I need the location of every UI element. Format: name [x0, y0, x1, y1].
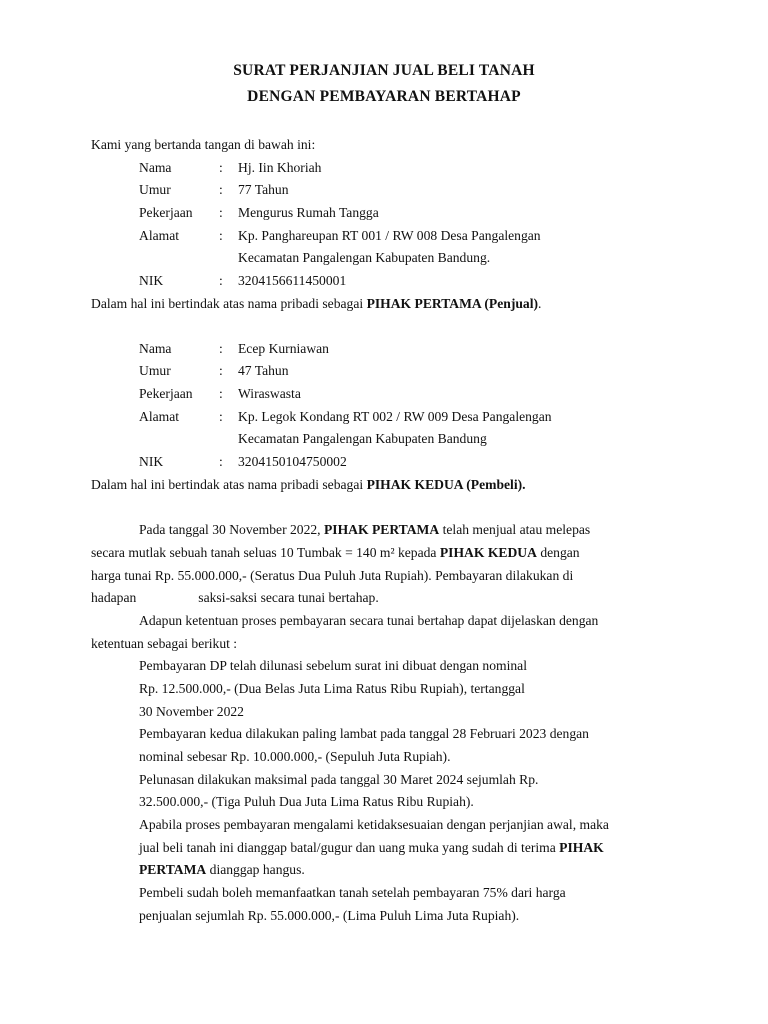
bold-text: PIHAK: [559, 840, 604, 855]
colon: :: [219, 386, 223, 401]
party1-name: Hj. Iin Khoriah: [238, 160, 322, 175]
document-title-line2: DENGAN PEMBAYARAN BERTAHAP: [247, 88, 521, 105]
party1-name-label: Nama: [139, 160, 172, 175]
text-span: telah menjual atau melepas: [442, 522, 591, 537]
party1-address-label: Alamat: [139, 228, 180, 243]
document-title-line1: SURAT PERJANJIAN JUAL BELI TANAH: [233, 62, 535, 79]
text-span: Pada tanggal 30 November 2022,: [139, 522, 321, 537]
party2-name-label: Nama: [139, 341, 172, 356]
term-line: Pembayaran kedua dilakukan paling lambat pada tanggal 28 Februari 2023 dengan: [139, 726, 589, 741]
party2-job: Wiraswasta: [238, 386, 301, 401]
party1-address-line1: Kp. Panghareupan RT 001 / RW 008 Desa Pangalengan: [238, 228, 541, 243]
party2-role: [91, 475, 526, 495]
party1-age-label: Umur: [139, 182, 171, 197]
colon: :: [219, 454, 223, 469]
party2-job-label: Pekerjaan: [139, 386, 193, 401]
party1-role-suffix: .: [538, 296, 542, 311]
term-line: nominal sebesar Rp. 10.000.000,- (Sepuluh Juta Rupiah).: [139, 749, 451, 764]
party2-address-line1: Kp. Legok Kondang RT 002 / RW 009 Desa Pangalengan: [238, 409, 552, 424]
party2-address-label: Alamat: [139, 409, 180, 424]
colon: :: [219, 228, 223, 243]
paragraph-line: [91, 543, 676, 563]
term-line: penjualan sejumlah Rp. 55.000.000,- (Lima Puluh Lima Juta Rupiah).: [139, 908, 520, 923]
party1-role-prefix: Dalam hal ini bertindak atas nama pribadi sebagai: [91, 296, 367, 311]
term-line: Pelunasan dilakukan maksimal pada tanggal 30 Maret 2024 sejumlah Rp.: [139, 772, 539, 787]
term-line: 32.500.000,- (Tiga Puluh Dua Juta Lima Ratus Ribu Rupiah).: [139, 794, 474, 809]
colon: :: [219, 160, 223, 175]
term-line: Apabila proses pembayaran mengalami ketidaksesuaian dengan perjanjian awal, maka: [139, 817, 609, 832]
colon: :: [219, 363, 223, 378]
party2-name: Ecep Kurniawan: [238, 341, 329, 356]
text-span: dianggap hangus.: [209, 862, 305, 877]
term-line: 30 November 2022: [139, 704, 244, 719]
bold-text: PERTAMA: [139, 862, 207, 877]
bold-text: PIHAK PERTAMA: [324, 522, 440, 537]
term-line: [139, 860, 305, 880]
text-span: saksi-saksi secara tunai bertahap.: [198, 590, 379, 605]
term-line: [139, 838, 676, 858]
party1-nik: 3204156611450001: [238, 273, 347, 288]
party2-role-prefix: Dalam hal ini bertindak atas nama pribadi sebagai: [91, 477, 367, 492]
paragraph-line: ketentuan sebagai berikut :: [91, 636, 238, 651]
term-line: Pembeli sudah boleh memanfaatkan tanah setelah pembayaran 75% dari harga: [139, 885, 566, 900]
paragraph-line: [91, 588, 379, 608]
colon: :: [219, 205, 223, 220]
paragraph-line: Adapun ketentuan proses pembayaran secara tunai bertahap dapat dijelaskan dengan: [139, 613, 599, 628]
party2-age-label: Umur: [139, 363, 171, 378]
term-line: Pembayaran DP telah dilunasi sebelum surat ini dibuat dengan nominal: [139, 658, 527, 673]
party2-role-bold: PIHAK KEDUA (Pembeli).: [366, 477, 526, 492]
paragraph-line: harga tunai Rp. 55.000.000,- (Seratus Dua Puluh Juta Rupiah). Pembayaran dilakukan di: [91, 568, 574, 583]
party1-address-line2: Kecamatan Pangalengan Kabupaten Bandung.: [238, 250, 491, 265]
party2-nik-label: NIK: [139, 454, 164, 469]
party1-age: 77 Tahun: [238, 182, 289, 197]
bold-text: PIHAK KEDUA: [439, 545, 537, 560]
party2-address-line2: Kecamatan Pangalengan Kabupaten Bandung: [238, 431, 487, 446]
party1-role: [91, 294, 541, 314]
party1-job-label: Pekerjaan: [139, 205, 193, 220]
colon: :: [219, 182, 223, 197]
colon: :: [219, 341, 223, 356]
term-line: Rp. 12.500.000,- (Dua Belas Juta Lima Ratus Ribu Rupiah), tertanggal: [139, 681, 525, 696]
party1-nik-label: NIK: [139, 273, 164, 288]
party1-job: Mengurus Rumah Tangga: [238, 205, 379, 220]
paragraph-line: [139, 520, 676, 540]
party2-nik: 3204150104750002: [238, 454, 347, 469]
party2-age: 47 Tahun: [238, 363, 289, 378]
party1-role-bold: PIHAK PERTAMA (Penjual): [366, 296, 539, 311]
text-span: hadapan: [91, 590, 137, 605]
intro-text: Kami yang bertanda tangan di bawah ini:: [91, 137, 316, 152]
text-span: secara mutlak sebuah tanah seluas 10 Tumbak = 140 m² kepada: [91, 545, 437, 560]
text-span: dengan: [540, 545, 580, 560]
text-span: jual beli tanah ini dianggap batal/gugur dan uang muka yang sudah di terima: [139, 840, 556, 855]
colon: :: [219, 273, 223, 288]
colon: :: [219, 409, 223, 424]
